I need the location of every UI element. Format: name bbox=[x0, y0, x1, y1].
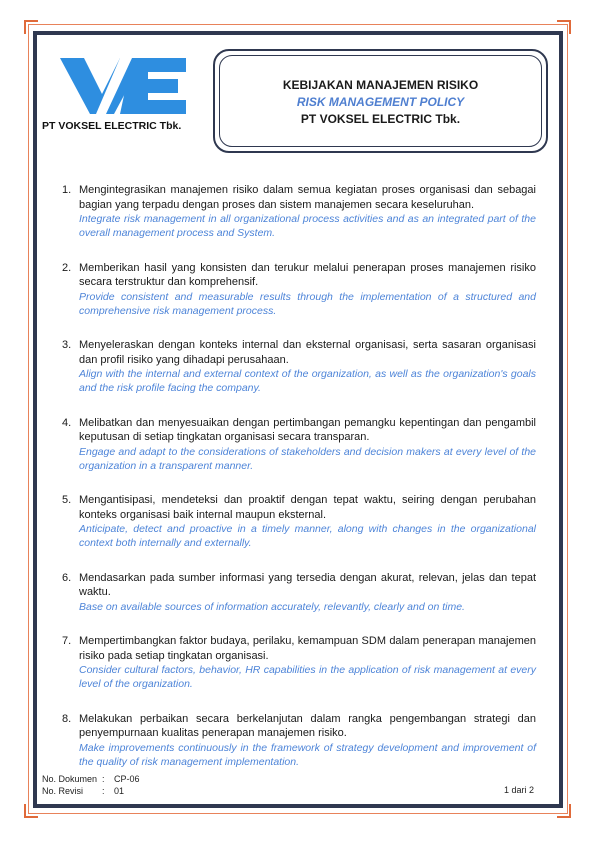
policy-item bbox=[62, 712, 536, 769]
title-english: RISK MANAGEMENT POLICY bbox=[296, 95, 465, 109]
policy-item bbox=[62, 261, 536, 318]
policy-text-indonesian: Mengintegrasikan manajemen risiko dalam semua kegiatan proses organisasi dan sebagai bagian yang terpadu dengan proses dan sistem manajemen secara keseluruhan. bbox=[79, 184, 536, 211]
policy-item bbox=[62, 416, 536, 473]
document-number-label: No. Dokumen bbox=[42, 774, 98, 784]
policy-text-indonesian: Melakukan perbaikan secara berkelanjutan dalam rangka pengembangan strategi dan penyempurnaan kualitas penerapan manajemen risiko. bbox=[79, 712, 536, 739]
policy-item bbox=[62, 571, 536, 614]
policy-item bbox=[62, 493, 536, 550]
page-number: 1 dari 2 bbox=[504, 785, 535, 795]
policy-text-english: Engage and adapt to the considerations of stakeholders and decision makers at every level of the organization in a transparent manner. bbox=[79, 445, 536, 472]
revision-number-value: 01 bbox=[114, 786, 125, 796]
policy-number: 1. bbox=[62, 184, 72, 196]
company-name-logo: PT VOKSEL ELECTRIC Tbk. bbox=[42, 120, 182, 132]
policy-item bbox=[62, 183, 536, 240]
policy-number: 4. bbox=[62, 416, 72, 429]
policy-text-indonesian: Mendasarkan pada sumber informasi yang tersedia dengan akurat, relevan, jelas dan tepat waktu. bbox=[79, 571, 536, 598]
policy-item bbox=[62, 634, 536, 691]
policy-number: 2. bbox=[62, 261, 72, 274]
document-number-row bbox=[42, 773, 140, 785]
policy-text-english: Integrate risk management in all organizational process activities and as an integrated part of the overall management process and System. bbox=[79, 213, 536, 239]
policy-text-indonesian: Menyeleraskan dengan konteks internal dan eksternal organisasi, serta sasaran organisasi dan profil risiko yang dihadapi perusahaan. bbox=[79, 339, 536, 366]
policy-text-english: Consider cultural factors, behavior, HR capabilities in the application of risk management at every level of the organization. bbox=[79, 664, 536, 690]
revision-number-row bbox=[42, 785, 140, 797]
voksel-logo-icon bbox=[58, 58, 188, 114]
policy-number: 7. bbox=[62, 635, 72, 647]
policy-text-indonesian: Melibatkan dan menyesuaikan dengan pertimbangan pemangku kepentingan dan pengambil keputusan di setiap tingkatan organisasi secara transparan. bbox=[79, 416, 536, 443]
policy-number: 5. bbox=[62, 494, 72, 506]
policy-number: 8. bbox=[62, 712, 72, 725]
policy-list bbox=[62, 183, 536, 789]
policy-text-english: Make improvements continuously in the framework of strategy development and improvement of the quality of risk management implementation. bbox=[79, 741, 536, 768]
title-box-inner-border bbox=[219, 55, 542, 147]
document-number-value: CP-06 bbox=[114, 774, 140, 784]
title-company: PT VOKSEL ELECTRIC Tbk. bbox=[300, 112, 461, 126]
revision-number-label: No. Revisi bbox=[42, 786, 84, 796]
policy-text-indonesian: Mempertimbangkan faktor budaya, perilaku, kemampuan SDM dalam penerapan manajemen risiko pada setiap tingkatan organisasi. bbox=[79, 635, 536, 662]
title-indonesian: KEBIJAKAN MANAJEMEN RISIKO bbox=[282, 78, 479, 92]
policy-text-english: Anticipate, detect and proactive in a timely manner, along with changes in the organizational context both internally and externally. bbox=[79, 523, 536, 549]
policy-text-indonesian: Mengantisipasi, mendeteksi dan proaktif dengan tepat waktu, seiring dengan perubahan konteks organisasi baik internal maupun eksternal. bbox=[79, 494, 536, 521]
title-box bbox=[213, 49, 548, 153]
policy-text-indonesian: Memberikan hasil yang konsisten dan terukur melalui penerapan proses manajemen risiko secara terstruktur dan komprehensif. bbox=[79, 261, 536, 288]
policy-number: 6. bbox=[62, 571, 72, 584]
policy-item bbox=[62, 338, 536, 395]
policy-text-english: Align with the internal and external context of the organization, as well as the organization's goals and the risk profile facing the company. bbox=[79, 368, 536, 394]
policy-text-english: Provide consistent and measurable results through the implementation of a structured and comprehensive risk management process. bbox=[79, 290, 536, 317]
policy-number: 3. bbox=[62, 339, 72, 351]
document-info bbox=[42, 773, 140, 797]
document-number-separator: : bbox=[102, 774, 105, 784]
revision-number-separator: : bbox=[102, 786, 105, 796]
policy-text-english: Base on available sources of information accurately, relevantly, clearly and on time. bbox=[79, 600, 465, 613]
